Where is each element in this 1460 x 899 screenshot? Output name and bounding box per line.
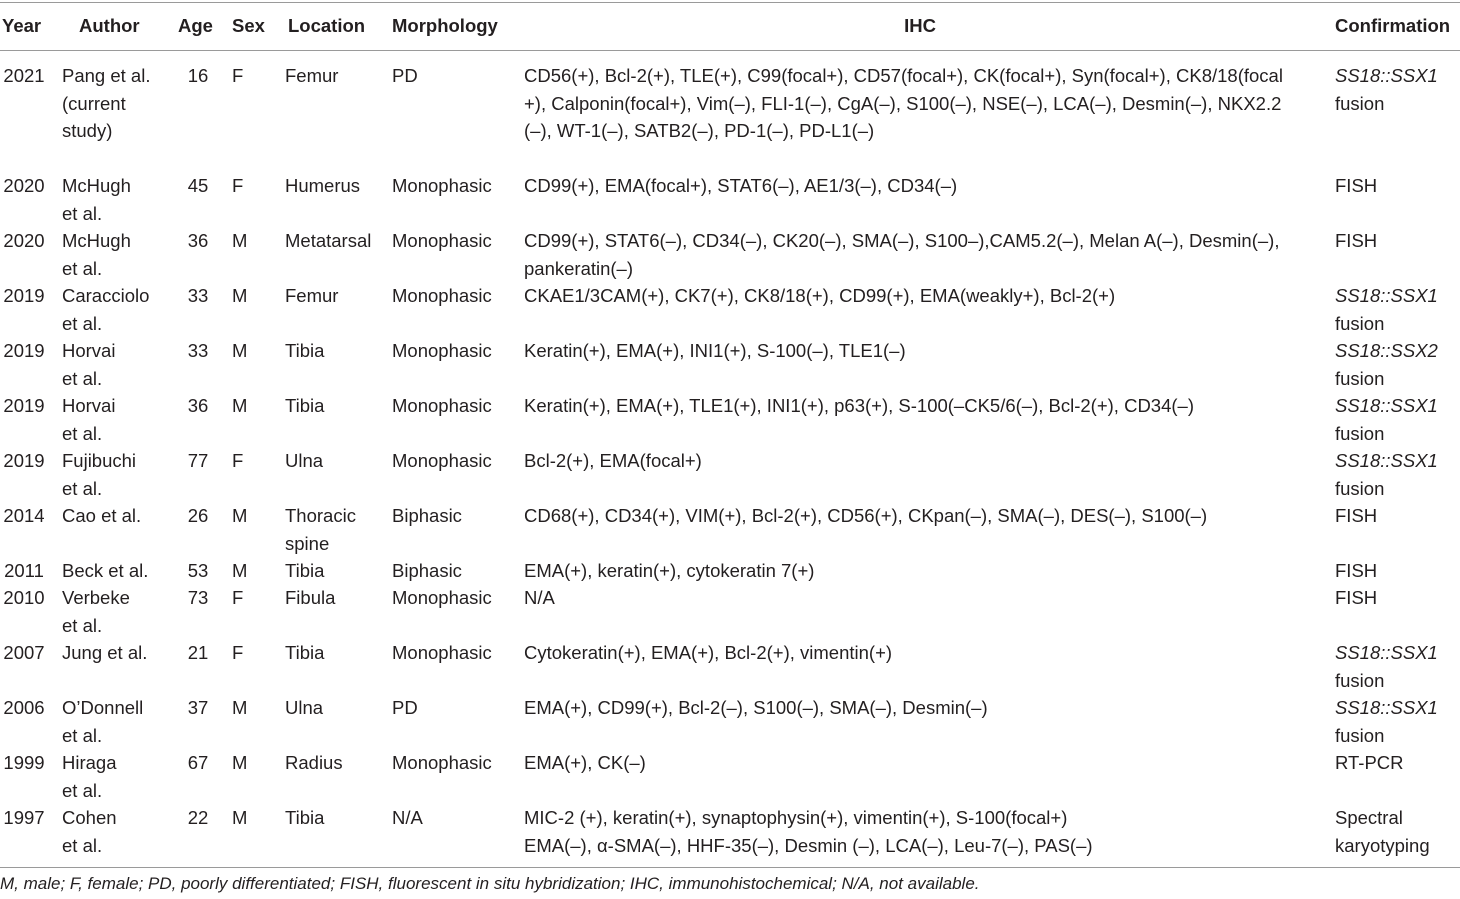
cell-sex: M (232, 230, 248, 251)
cell-location: spine (285, 532, 330, 554)
cell-author: Pang et al. (62, 65, 151, 86)
cell-author: Horvai (62, 340, 116, 361)
cell-confirmation: fusion (1335, 477, 1385, 499)
cell-sex: F (232, 642, 244, 663)
cell-morphology: Monophasic (392, 642, 492, 663)
header-age: Age (178, 15, 213, 36)
header-sex: Sex (232, 15, 265, 36)
cell-sex: F (232, 65, 244, 86)
cell-confirmation: fusion (1335, 669, 1385, 691)
cell-location: Tibia (285, 642, 325, 663)
cell-confirmation: fusion (1335, 367, 1385, 389)
cell-age: 16 (187, 65, 209, 86)
cell-morphology: Biphasic (392, 505, 462, 526)
cell-age: 22 (187, 807, 209, 828)
cell-morphology: Monophasic (392, 752, 492, 773)
cell-year: 2019 (3, 340, 45, 361)
cell-ihc: Keratin(+), EMA(+), INI1(+), S-100(–), TLE1(–) (524, 340, 906, 361)
cell-author: et al. (62, 779, 103, 801)
cell-sex: M (232, 752, 248, 773)
cell-sex: M (232, 697, 248, 718)
cell-ihc: N/A (524, 587, 555, 608)
cell-ihc: CD56(+), Bcl-2(+), TLE(+), C99(focal+), CD57(focal+), CK(focal+), Syn(focal+), CK8/18(focal (524, 65, 1283, 86)
cell-confirmation: FISH (1335, 175, 1378, 196)
cell-year: 2020 (3, 175, 45, 196)
cell-age: 45 (187, 175, 209, 196)
cell-year: 2020 (3, 230, 45, 251)
cell-author: Cao et al. (62, 505, 142, 526)
header-confirmation: Confirmation (1335, 15, 1451, 36)
cell-year: 1997 (3, 807, 45, 828)
cell-morphology: Monophasic (392, 230, 492, 251)
cell-morphology: Monophasic (392, 395, 492, 416)
cell-author: et al. (62, 724, 103, 746)
cell-confirmation: Spectral (1335, 807, 1403, 828)
cell-age: 21 (187, 642, 209, 663)
cell-author: et al. (62, 477, 103, 499)
cell-ihc: MIC-2 (+), keratin(+), synaptophysin(+), vimentin(+), S-100(focal+) (524, 807, 1068, 828)
cell-author: O’Donnell (62, 697, 144, 718)
cell-author: Caracciolo (62, 285, 150, 306)
cell-year: 2006 (3, 697, 45, 718)
cell-location: Humerus (285, 175, 361, 196)
cell-year: 2010 (3, 587, 45, 608)
cell-age: 37 (187, 697, 209, 718)
cell-confirmation: SS18::SSX1 (1335, 285, 1438, 306)
cell-sex: F (232, 175, 244, 196)
cell-location: Femur (285, 65, 339, 86)
cell-confirmation: fusion (1335, 92, 1385, 114)
cell-author: McHugh (62, 175, 131, 196)
cell-year: 2019 (3, 285, 45, 306)
cell-confirmation: SS18::SSX1 (1335, 450, 1438, 471)
cell-confirmation: fusion (1335, 724, 1385, 746)
cell-author: Beck et al. (62, 560, 149, 581)
cell-author: et al. (62, 367, 103, 389)
cell-author: et al. (62, 312, 103, 334)
cell-author: Verbeke (62, 587, 130, 608)
cell-year: 2007 (3, 642, 45, 663)
cell-morphology: Biphasic (392, 560, 462, 581)
cell-sex: M (232, 560, 248, 581)
cell-location: Metatarsal (285, 230, 372, 251)
cell-confirmation: karyotyping (1335, 834, 1430, 856)
cell-age: 26 (187, 505, 209, 526)
cell-author: et al. (62, 834, 103, 856)
cell-age: 67 (187, 752, 209, 773)
cell-ihc: EMA(–), α-SMA(–), HHF-35(–), Desmin (–), LCA(–), Leu-7(–), PAS(–) (524, 834, 1093, 856)
cell-ihc: CD99(+), EMA(focal+), STAT6(–), AE1/3(–), CD34(–) (524, 175, 958, 196)
cell-confirmation: SS18::SSX1 (1335, 395, 1438, 416)
cell-confirmation: SS18::SSX1 (1335, 65, 1438, 86)
cell-location: Radius (285, 752, 343, 773)
cell-location: Fibula (285, 587, 336, 608)
cell-sex: M (232, 807, 248, 828)
cell-age: 77 (187, 450, 209, 471)
cell-author: et al. (62, 257, 103, 279)
cell-confirmation: SS18::SSX1 (1335, 697, 1438, 718)
cell-ihc: EMA(+), keratin(+), cytokeratin 7(+) (524, 560, 815, 581)
header-location: Location (288, 15, 366, 36)
cell-ihc: CD68(+), CD34(+), VIM(+), Bcl-2(+), CD56(+), CKpan(–), SMA(–), DES(–), S100(–) (524, 505, 1208, 526)
cell-morphology: Monophasic (392, 450, 492, 471)
cell-confirmation: fusion (1335, 312, 1385, 334)
cell-ihc: pankeratin(–) (524, 257, 634, 279)
cell-sex: M (232, 395, 248, 416)
header-morphology: Morphology (392, 15, 498, 36)
cell-morphology: Monophasic (392, 587, 492, 608)
cell-confirmation: FISH (1335, 587, 1378, 608)
cell-year: 2014 (3, 505, 45, 526)
cell-year: 1999 (3, 752, 45, 773)
cell-author: McHugh (62, 230, 131, 251)
cell-author: Horvai (62, 395, 116, 416)
cell-confirmation: fusion (1335, 422, 1385, 444)
cell-location: Ulna (285, 697, 324, 718)
cell-morphology: Monophasic (392, 285, 492, 306)
cell-author: Jung et al. (62, 642, 148, 663)
cell-confirmation: FISH (1335, 560, 1378, 581)
cell-author: Cohen (62, 807, 117, 828)
cell-confirmation: FISH (1335, 230, 1378, 251)
cell-location: Tibia (285, 340, 325, 361)
cell-ihc: EMA(+), CK(–) (524, 752, 646, 773)
footnote: M, male; F, female; PD, poorly differentiated; FISH, fluorescent in situ hybridization; IHC, immunohistochemical; N/A, not available. (0, 874, 980, 893)
top-rule (0, 2, 1460, 3)
header-rule (0, 50, 1460, 51)
cell-year: 2019 (3, 450, 45, 471)
cell-ihc: Bcl-2(+), EMA(focal+) (524, 450, 702, 471)
cell-morphology: N/A (392, 807, 423, 828)
cell-year: 2011 (4, 560, 44, 581)
cell-morphology: Monophasic (392, 175, 492, 196)
header-year: Year (2, 15, 42, 36)
cell-sex: F (232, 587, 244, 608)
cell-age: 36 (187, 395, 209, 416)
cell-morphology: Monophasic (392, 340, 492, 361)
cell-ihc: (–), WT-1(–), SATB2(–), PD-1(–), PD-L1(–) (524, 120, 875, 141)
cell-location: Tibia (285, 395, 325, 416)
cell-author: Fujibuchi (62, 450, 137, 471)
cell-confirmation: SS18::SSX1 (1335, 642, 1438, 663)
cell-ihc: Keratin(+), EMA(+), TLE1(+), INI1(+), p63(+), S-100(–CK5/6(–), Bcl-2(+), CD34(–) (524, 395, 1194, 416)
cell-year: 2021 (3, 65, 45, 86)
cell-location: Tibia (285, 807, 325, 828)
cell-author: et al. (62, 422, 103, 444)
cell-age: 33 (187, 340, 209, 361)
header-ihc: IHC (904, 15, 936, 36)
cell-sex: F (232, 450, 244, 471)
cell-location: Ulna (285, 450, 324, 471)
cell-ihc: EMA(+), CD99(+), Bcl-2(–), S100(–), SMA(–), Desmin(–) (524, 697, 988, 718)
cell-year: 2019 (3, 395, 45, 416)
header-author: Author (79, 15, 140, 36)
cell-age: 73 (187, 587, 209, 608)
cell-ihc: CD99(+), STAT6(–), CD34(–), CK20(–), SMA(–), S100–),CAM5.2(–), Melan A(–), Desmin(–), (524, 230, 1280, 251)
cell-location: Thoracic (285, 505, 356, 526)
cell-sex: M (232, 285, 248, 306)
cell-sex: M (232, 340, 248, 361)
cell-morphology: PD (392, 65, 418, 86)
cell-age: 36 (187, 230, 209, 251)
cell-age: 33 (187, 285, 209, 306)
cell-ihc: +), Calponin(focal+), Vim(–), FLI-1(–), CgA(–), S100(–), NSE(–), LCA(–), Desmin(–), NKX2.2 (524, 92, 1282, 114)
cell-author: (current (62, 92, 126, 114)
cell-confirmation: FISH (1335, 505, 1378, 526)
cell-author: et al. (62, 202, 103, 224)
cell-location: Femur (285, 285, 339, 306)
cell-author: et al. (62, 614, 103, 636)
cell-confirmation: SS18::SSX2 (1335, 340, 1438, 361)
cell-location: Tibia (285, 560, 325, 581)
cell-ihc: Cytokeratin(+), EMA(+), Bcl-2(+), vimentin(+) (524, 642, 893, 663)
cell-morphology: PD (392, 697, 418, 718)
cell-author: study) (62, 120, 113, 141)
bottom-rule (0, 867, 1460, 868)
cell-sex: M (232, 505, 248, 526)
cell-author: Hiraga (62, 752, 117, 773)
cell-confirmation: RT-PCR (1335, 752, 1404, 773)
cell-ihc: CKAE1/3CAM(+), CK7(+), CK8/18(+), CD99(+), EMA(weakly+), Bcl-2(+) (524, 285, 1116, 306)
cell-age: 53 (187, 560, 209, 581)
